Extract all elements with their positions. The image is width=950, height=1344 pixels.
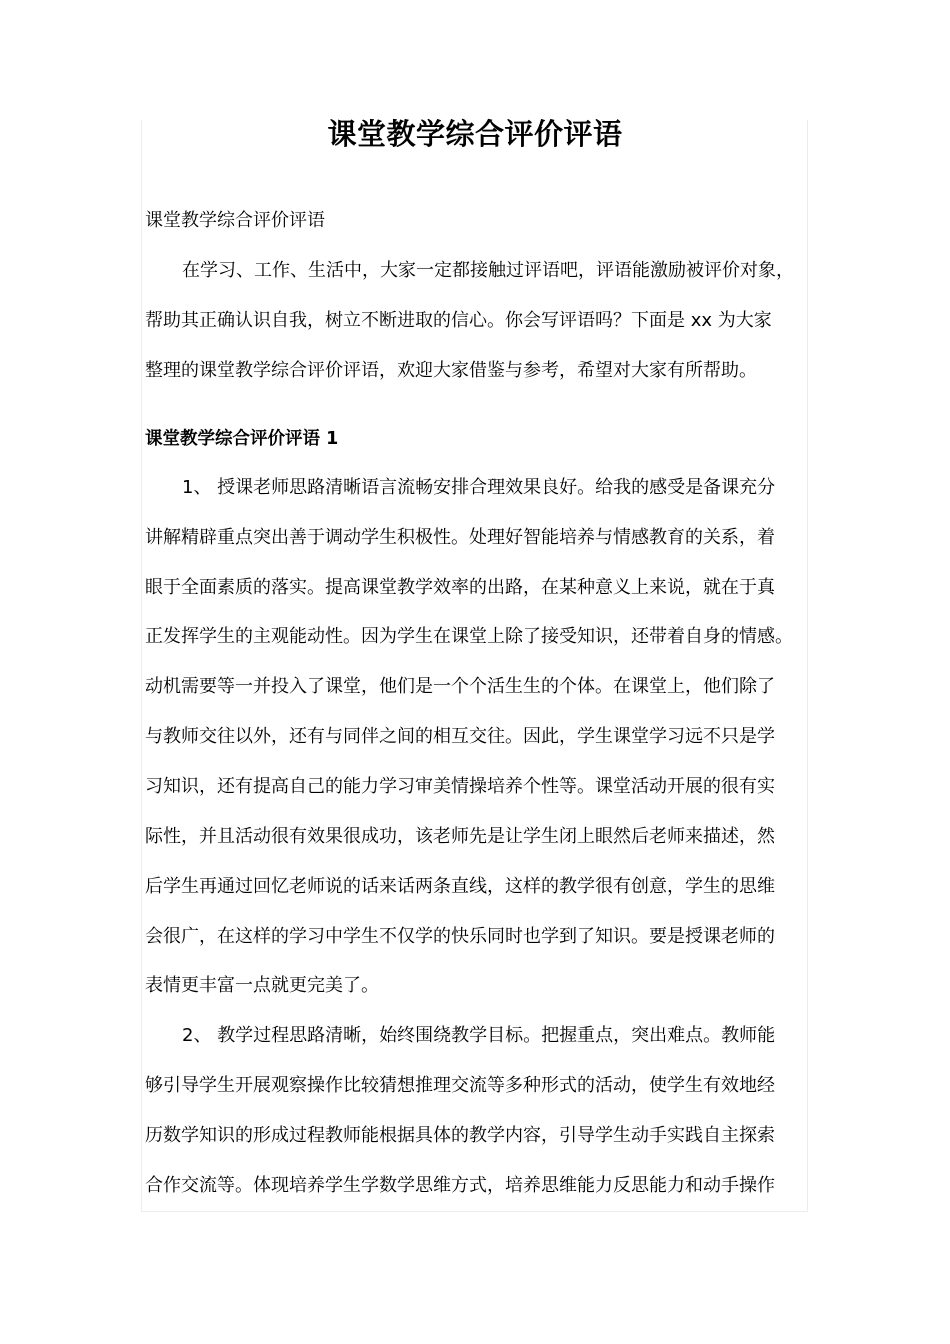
document-subtitle: 课堂教学综合评价评语 <box>145 210 325 231</box>
paragraph-line: 际性，并且活动很有效果很成功，该老师先是让学生闭上眼然后老师来描述，然 <box>145 826 775 847</box>
intro-line: 在学习、工作、生活中，大家一定都接触过评语吧，评语能激励被评价对象， <box>182 260 794 281</box>
document-title: 课堂教学综合评价评语 <box>327 117 623 151</box>
paragraph-line: 够引导学生开展观察操作比较猜想推理交流等多种形式的活动，使学生有效地经 <box>145 1075 775 1096</box>
paragraph-line: 合作交流等。体现培养学生学数学思维方式，培养思维能力反思能力和动手操作 <box>145 1175 775 1196</box>
intro-line: 整理的课堂教学综合评价评语，欢迎大家借鉴与参考，希望对大家有所帮助。 <box>145 360 757 381</box>
paragraph-line: 讲解精辟重点突出善于调动学生积极性。处理好智能培养与情感教育的关系，着 <box>145 527 775 548</box>
paragraph-line: 历数学知识的形成过程教师能根据具体的教学内容，引导学生动手实践自主探索 <box>145 1125 775 1146</box>
intro-line: 帮助其正确认识自我，树立不断进取的信心。你会写评语吗？下面是 xx 为大家 <box>145 310 772 331</box>
paragraph-line: 1、 授课老师思路清晰语言流畅安排合理效果良好。给我的感受是备课充分 <box>182 477 776 498</box>
paragraph-line: 动机需要等一并投入了课堂，他们是一个个活生生的个体。在课堂上，他们除了 <box>145 676 775 697</box>
paragraph-line: 表情更丰富一点就更完美了。 <box>145 975 379 996</box>
paragraph-line: 后学生再通过回忆老师说的话来话两条直线，这样的教学很有创意，学生的思维 <box>145 876 775 897</box>
paragraph-line: 会很广，在这样的学习中学生不仅学的快乐同时也学到了知识。要是授课老师的 <box>145 926 775 947</box>
section-heading: 课堂教学综合评价评语 1 <box>145 429 339 449</box>
paragraph-line: 眼于全面素质的落实。提高课堂教学效率的出路，在某种意义上来说，就在于真 <box>145 577 775 598</box>
paragraph-line: 与教师交往以外，还有与同伴之间的相互交往。因此，学生课堂学习远不只是学 <box>145 726 775 747</box>
paragraph-line: 正发挥学生的主观能动性。因为学生在课堂上除了接受知识，还带着自身的情感。 <box>145 626 793 647</box>
paragraph-line: 2、 教学过程思路清晰，始终围绕教学目标。把握重点，突出难点。教师能 <box>182 1025 776 1046</box>
paragraph-line: 习知识，还有提高自己的能力学习审美情操培养个性等。课堂活动开展的很有实 <box>145 776 775 797</box>
